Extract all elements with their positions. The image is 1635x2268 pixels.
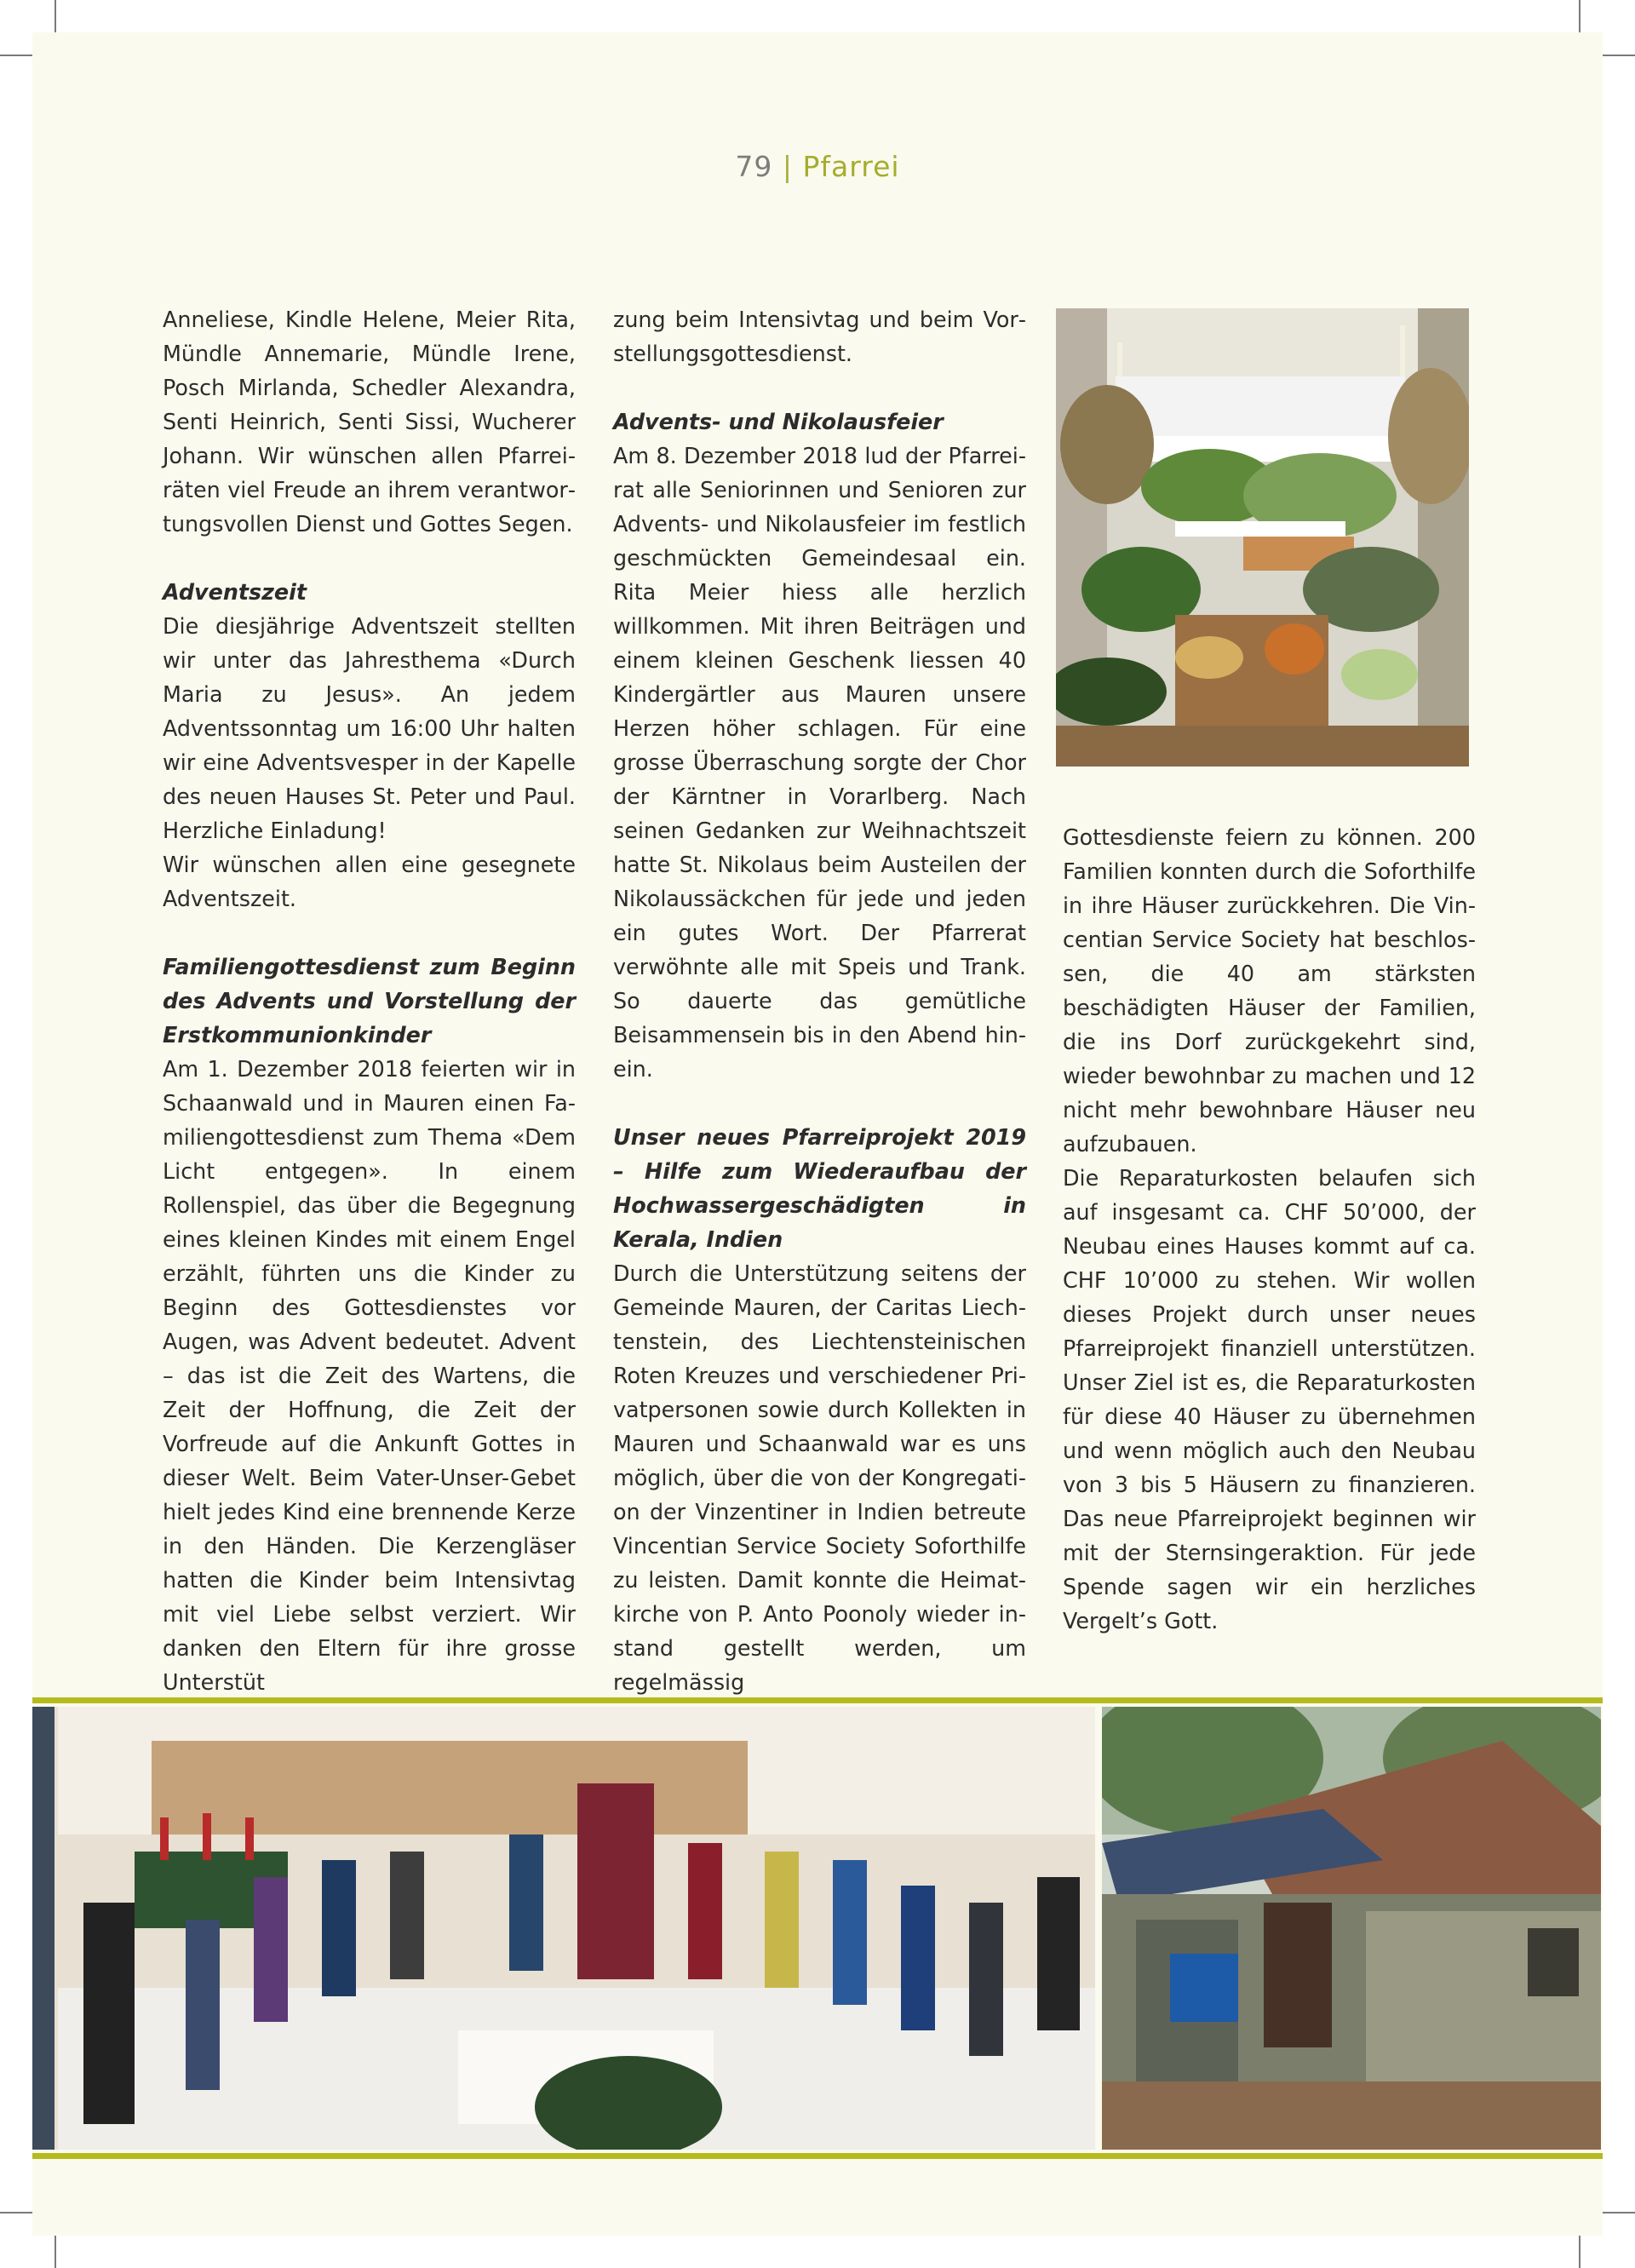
adventszeit-heading: Adventszeit — [163, 579, 307, 605]
familien-heading: Familiengottesdienst zum Beginn des Advents und Vorstellung der Erstkommunionkinder — [163, 954, 576, 1048]
kosten-text: Die Reparaturkosten belaufen sich auf insgesamt ca. CHF 50’000, der Neubau eines Hauses kommt auf ca. CHF 10’000 zu stehen. Wir wollen dieses Projekt durch unser neues Pfarreiprojekt finanziell unterstützen. Unser Ziel ist es, die Reparaturkosten für diese 40 Häuser zu übernehmen und wenn möglich auch den Neubau von 3 bis 5 Häusern zu finanzieren. Das neue Pfarreiprojekt beginnen wir mit der Sternsingeraktion. Für jede Spende sagen wir ein herzliches Vergelt’s Gott. — [1063, 1165, 1476, 1634]
projekt-text: Durch die Unterstützung seitens der Gemeinde Mauren, der Caritas Liechtenstein, des Liechtensteinischen Roten Kreuzes und verschiedener Privatpersonen sowie durch Kollekten in Mauren und Schaanwald war es uns möglich, über die von der Kongregation der Vinzentiner in Indien betreute Vincentian Service Society Soforthilfe zu leisten. Damit konnte die Heimatkirche von P. Anto Poonoly wieder instand gestellt werden, um regelmässig — [613, 1260, 1026, 1695]
crop-mark — [1603, 2212, 1635, 2213]
adventszeit-wish: Wir wünschen allen eine gesegnete Adventszeit. — [163, 852, 576, 911]
page-header — [0, 150, 1635, 183]
column3-continuation: Gottesdienste feiern zu können. 200 Familien konnten durch die Soforthilfe in ihre Häuser zurückkehren. Die Vincentian Service Society hat beschlossen, die 40 am stärksten beschädigten Häuser der Familien, die ins Dorf zurückgekehrt sind, wieder bewohnbar zu machen und 12 nicht mehr bewohnbare Häuser neu aufzubauen. — [1063, 824, 1476, 1157]
crop-mark — [1579, 0, 1580, 32]
harvest-photo — [1056, 308, 1469, 767]
damaged-house-photo — [1102, 1707, 1601, 2150]
crop-mark — [54, 0, 56, 32]
crop-mark — [1579, 2236, 1580, 2268]
page-number: 79 — [735, 150, 773, 183]
familien-text: Am 1. Dezember 2018 feierten wir in Schaanwald und in Mauren einen Familiengottesdienst zum Thema «Dem Licht entgegen». In einem Rollenspiel, das über die Begegnung eines kleinen Kindes mit einem Engel erzählt, führten uns die Kinder zu Beginn des Gottesdienstes vor Augen, was Advent bedeutet. Advent – das ist die Zeit des Wartens, die Zeit der Hoffnung, die Zeit der Vorfreude auf die Ankunft Gottes in dieser Welt. Beim Vater-Unser-Gebet hielt jedes Kind eine brennende Kerze in den Händen. Die Kerzengläser hatten die Kinder beim Intensivtag mit viel Liebe selbst verziert. Wir danken den Eltern für ihre grosse Unterstüt — [163, 1056, 576, 1695]
column2-continuation: zung beim Intensivtag und beim Vorstellungsgottesdienst. — [613, 307, 1026, 366]
section-title: Pfarrei — [802, 150, 900, 183]
church-children-photo — [32, 1707, 1095, 2150]
adventszeit-text: Die diesjährige Adventszeit stellten wir unter das Jahresthema «Durch Maria zu Jesus». An jedem Adventssonntag um 16:00 Uhr halten wir eine Adventsvesper in der Kapelle des neuen Hauses St. Peter und Paul. Herzliche Einladung! — [163, 613, 576, 843]
nikolaus-text: Am 8. Dezember 2018 lud der Pfarreirat alle Seniorinnen und Senioren zur Advents- und Nikolausfeier im festlich geschmückten Gemeindesaal ein. Rita Meier hiess alle herzlich willkommen. Mit ihren Beiträgen und einem kleinen Geschenk liessen 40 Kindergärtler aus Mauren unsere Herzen höher schlagen. Für eine grosse Überraschung sorgte der Chor der Kärntner in Vorarlberg. Nach seinen Gedanken zur Weihnachtszeit hatte St. Nikolaus beim Austeilen der Nikolaussäckchen für jede und jeden ein gutes Wort. Der Pfarrerat verwöhnte alle mit Speis und Trank. So dauerte das gemütliche Beisammensein bis in den Abend hinein. — [613, 443, 1026, 1082]
header-separator: | — [782, 150, 794, 183]
bottom-accent-bar — [32, 2153, 1603, 2159]
crop-mark — [1603, 55, 1635, 56]
projekt-heading: Unser neues Pfarreiprojekt 2019 – Hilfe zum Wiederaufbau der Hochwassergeschädigten in Kerala, Indien — [613, 1124, 1026, 1252]
crop-mark — [0, 2212, 32, 2213]
text-column-2 — [613, 302, 1026, 1699]
text-column-3 — [1063, 820, 1476, 1638]
crop-mark — [0, 55, 32, 56]
intro-paragraph: Anneliese, Kindle Helene, Meier Rita, Mündle Annemarie, Mündle Irene, Posch Mirlanda, Schedler Alexandra, Senti Heinrich, Senti Sissi, Wucherer Johann. Wir wünschen allen Pfarreiräten viel Freude an ihrem verantwortungsvollen Dienst und Gottes Segen. — [163, 307, 576, 537]
nikolaus-heading: Advents- und Nikolausfeier — [613, 409, 944, 434]
crop-mark — [54, 2236, 56, 2268]
top-accent-bar — [32, 1697, 1603, 1703]
text-column-1 — [163, 302, 576, 1699]
